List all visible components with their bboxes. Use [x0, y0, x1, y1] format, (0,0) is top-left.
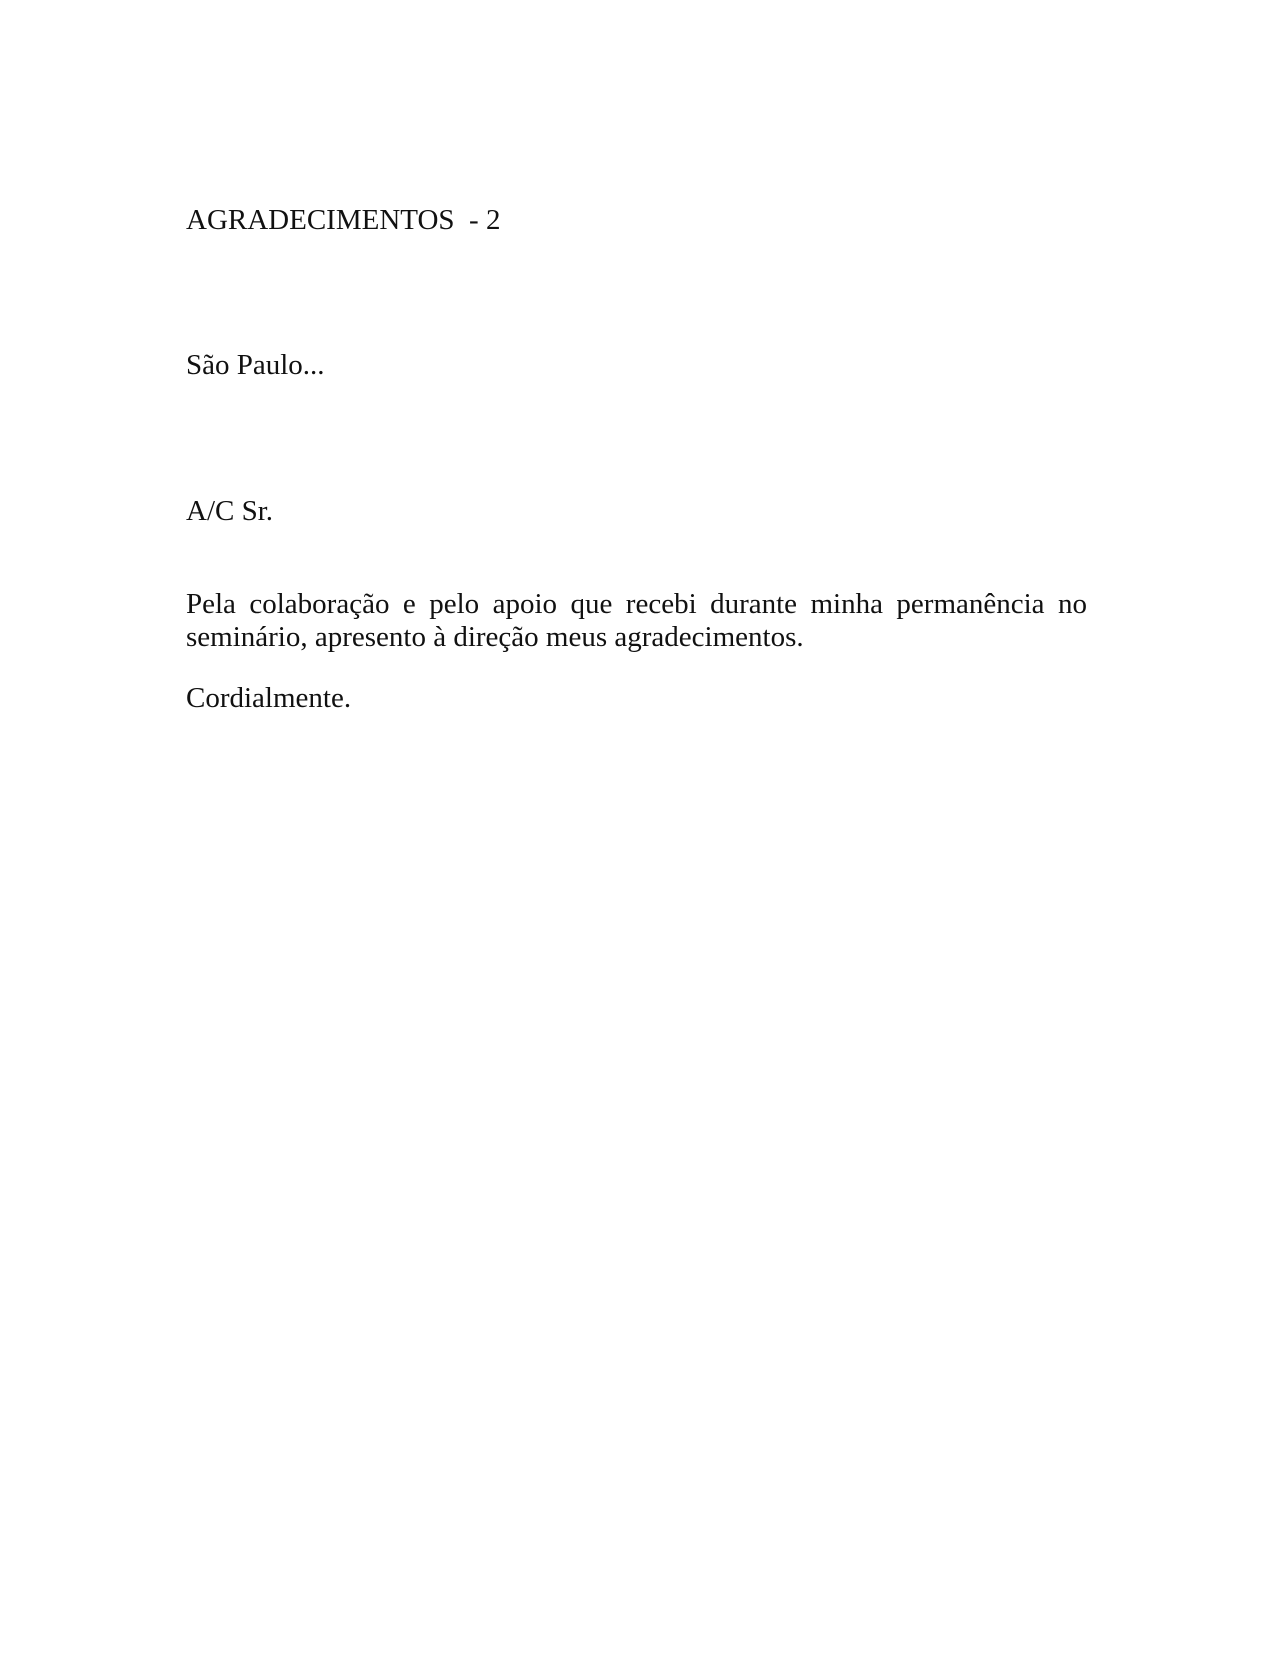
attention-line: A/C Sr.: [186, 495, 274, 527]
place-line: São Paulo...: [186, 349, 325, 381]
body-paragraph: Pela colaboração e pelo apoio que recebi durante minha permanência no seminário, apresento à direção meus agradecimentos.: [186, 588, 1087, 653]
closing-line: Cordialmente.: [186, 682, 352, 714]
document-title: AGRADECIMENTOS - 2: [186, 204, 501, 236]
